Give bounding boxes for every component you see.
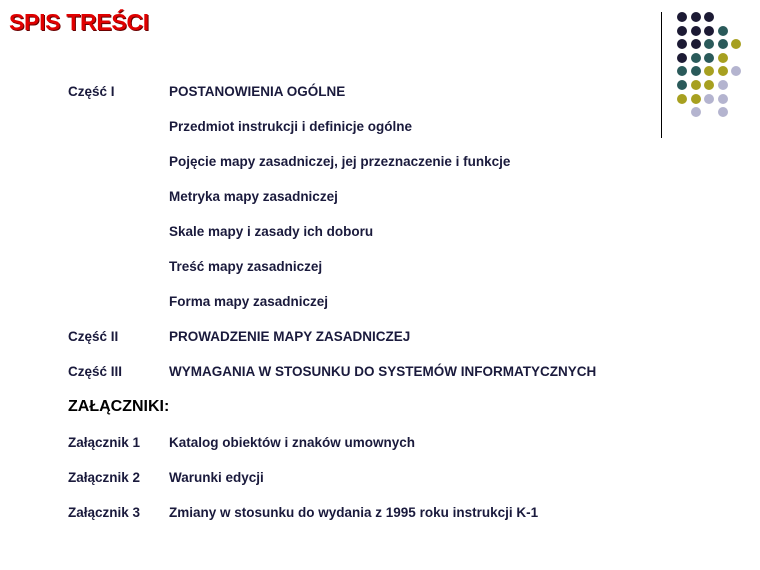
decorative-dot [704, 94, 714, 104]
decorative-dot [704, 39, 714, 49]
decorative-dot [718, 26, 728, 36]
toc-entry-text: Zmiany w stosunku do wydania z 1995 roku instrukcji K-1 [169, 505, 539, 520]
toc-label: Załącznik 1 [68, 435, 141, 450]
decorative-dot [704, 80, 714, 90]
vertical-divider [661, 12, 662, 138]
decorative-dot [677, 12, 687, 22]
toc-entry-text: Warunki edycji [169, 470, 264, 485]
decorative-dot [691, 53, 701, 63]
decorative-dot [704, 26, 714, 36]
toc-entry-text: Pojęcie mapy zasadniczej, jej przeznaczenie i funkcje [169, 154, 511, 169]
decorative-dot [677, 66, 687, 76]
decorative-dot [677, 26, 687, 36]
toc-entry-text: Skale mapy i zasady ich doboru [169, 224, 374, 239]
decorative-dot [718, 80, 728, 90]
decorative-dot [691, 26, 701, 36]
decorative-dot [677, 80, 687, 90]
toc-entry-text: Treść mapy zasadniczej [169, 259, 323, 274]
decorative-dot [718, 53, 728, 63]
toc-label: Część III [68, 364, 123, 379]
decorative-dot [691, 66, 701, 76]
toc-entry-text: POSTANOWIENIA OGÓLNE [169, 84, 346, 99]
decorative-dot [677, 39, 687, 49]
decorative-dot [691, 107, 701, 117]
toc-label: Załącznik 3 [68, 505, 141, 520]
toc-entry-text: Metryka mapy zasadniczej [169, 189, 338, 204]
decorative-dot [704, 12, 714, 22]
decorative-dot [677, 94, 687, 104]
toc-label: Część I [68, 84, 115, 99]
attachments-heading: ZAŁĄCZNIKI: [68, 398, 170, 415]
toc-entry-text: Forma mapy zasadniczej [169, 294, 329, 309]
decorative-dot [718, 107, 728, 117]
page-title: SPIS TREŚCI [9, 9, 149, 35]
toc-label: Załącznik 2 [68, 470, 141, 485]
toc-entry-text: Przedmiot instrukcji i definicje ogólne [169, 119, 413, 134]
toc-entry-text: WYMAGANIA W STOSUNKU DO SYSTEMÓW INFORMATYCZNYCH [169, 364, 597, 379]
decorative-dot [677, 53, 687, 63]
decorative-dot [691, 12, 701, 22]
toc-entry-text: Katalog obiektów i znaków umownych [169, 435, 416, 450]
decorative-dot [718, 66, 728, 76]
decorative-dot [704, 66, 714, 76]
decorative-dot [704, 53, 714, 63]
decorative-dot [731, 39, 741, 49]
decorative-dot [691, 80, 701, 90]
decorative-dot [718, 39, 728, 49]
decorative-dot-grid [677, 12, 749, 122]
decorative-dot [718, 94, 728, 104]
decorative-dot [691, 39, 701, 49]
toc-entry-text: PROWADZENIE MAPY ZASADNICZEJ [169, 329, 411, 344]
toc-label: Część II [68, 329, 119, 344]
decorative-dot [731, 66, 741, 76]
decorative-dot [691, 94, 701, 104]
